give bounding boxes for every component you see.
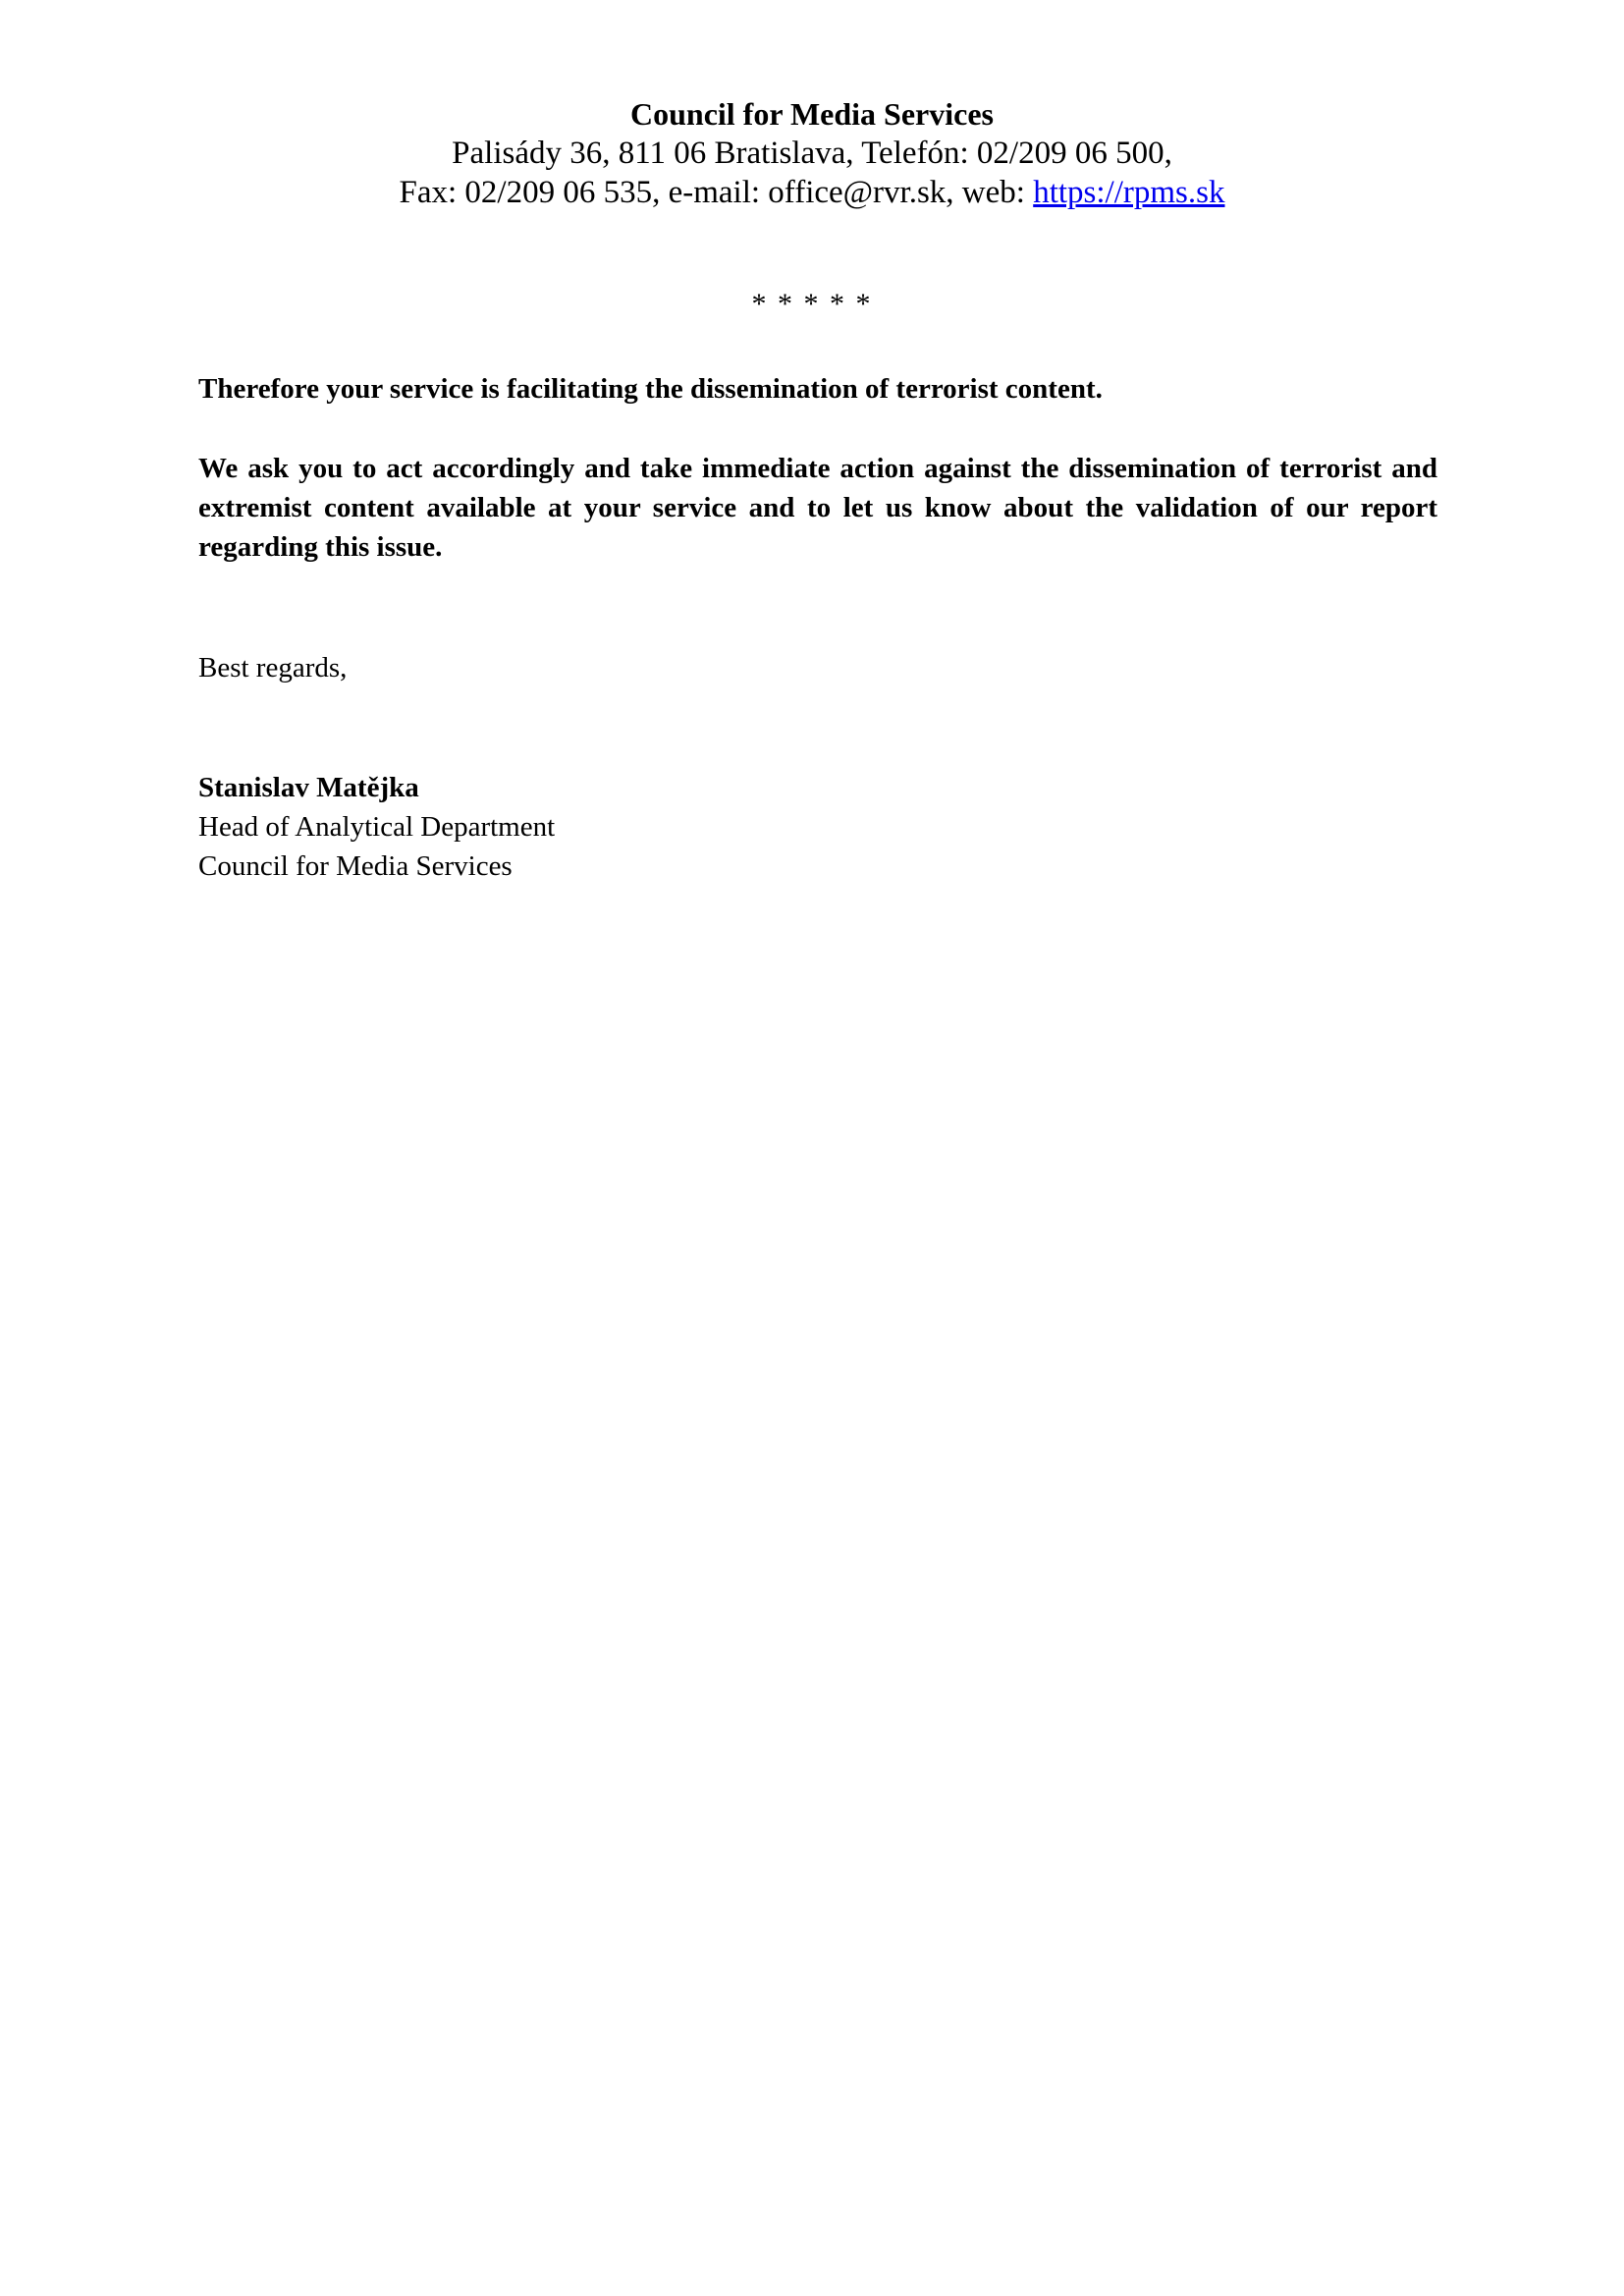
letterhead-contact bbox=[0, 173, 1624, 212]
closing-salutation: Best regards, bbox=[198, 652, 348, 683]
signature-block bbox=[198, 768, 1437, 886]
letterhead bbox=[0, 94, 1624, 212]
signatory-organization: Council for Media Services bbox=[198, 850, 513, 882]
signatory-name: Stanislav Matějka bbox=[198, 772, 419, 803]
letterhead-organization: Council for Media Services bbox=[629, 96, 994, 132]
conclusion-paragraph: Therefore your service is facilitating the dissemination of terrorist content. bbox=[198, 373, 1103, 405]
request-paragraph: We ask you to act accordingly and take immediate action against the dissemination of terrorist and extremist content available at your service and to let us know about the validation of our report regarding this issue. bbox=[198, 453, 1437, 563]
section-separator: * * * * * bbox=[751, 288, 873, 320]
website-link[interactable]: https://rpms.sk bbox=[1033, 175, 1225, 210]
letterhead-contact-text: Fax: 02/209 06 535, e-mail: office@rvr.sk, web: bbox=[399, 175, 1034, 210]
letterhead-address: Palisády 36, 811 06 Bratislava, Telefón: 02/209 06 500, bbox=[452, 136, 1172, 171]
signatory-title: Head of Analytical Department bbox=[198, 811, 556, 843]
